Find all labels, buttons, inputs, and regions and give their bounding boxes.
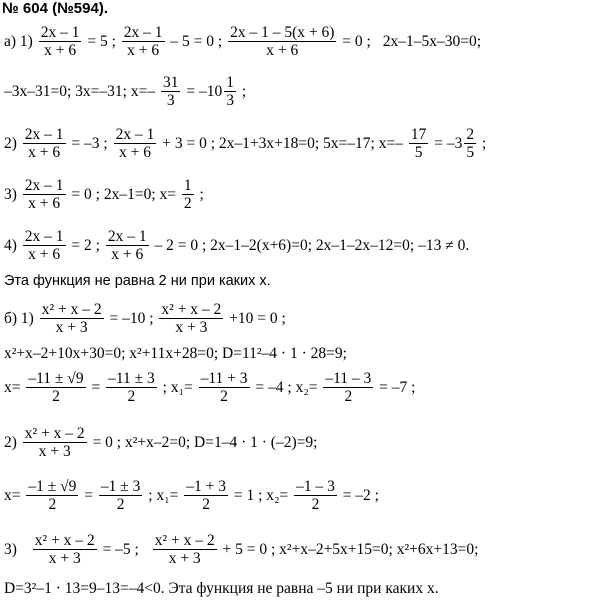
fraction: $\frac{-11 - 3}{2}$ [325, 370, 372, 405]
part-a-line-4: 4) $\frac{2x - 1}{x + 6}$ = 2 ; $\frac{2x - 1}{x + 6}$ – 2 = 0 ; 2x–1–2(x+6)=0; 2x–1–2x–12=0; –13 ≠ 0. [4, 228, 470, 263]
part-a-line-1: а) 1) $\frac{2x - 1}{x + 6}$ = 5 ; $\frac{2x - 1}{x + 6}$ – 5 = 0 ; $\frac{2x - 1 - 5(x + 6)}{x + 6}$ = 0 ; 2x–1–5x–30=0; [4, 24, 482, 59]
fraction: $\frac{2x - 1}{x + 6}$ [107, 228, 147, 263]
part-b-line-3b: D=3²–1 · 13=9–13=–4<0. Эта функция не равна –5 ни при каких x. [4, 580, 439, 597]
fraction: $\frac{-11 \pm √9}{2}$ [28, 370, 84, 405]
part-b-line-3: 3) $\frac{\text{x² + x – 2}}{x + 3}$ = –5 ; $\frac{\text{x² + x – 2}}{x + 3}$ + 5 = 0 ; x²+x–2+5x+15=0; x²+6x+13=0; [4, 532, 479, 567]
part-a-line-2: 2) $\frac{2x - 1}{x + 6}$ = –3 ; $\frac{2x - 1}{x + 6}$ + 3 = 0 ; 2x–1+3x+18=0; 5x=–17; x=– $\frac{17}{5}$ = –3 $\frac{2}{5}$ ; [4, 126, 487, 161]
part-b-line-1: б) 1) $\frac{\text{x² + x – 2}}{x + 3}$ = –10 ; $\frac{\text{x² + x – 2}}{x + 3}$ +10 = 0 ; [4, 301, 286, 336]
exercise-title: № 604 (№594). [2, 0, 108, 17]
part-b-line-1c: x= $\frac{-11 \pm √9}{2}$ = $\frac{-11 \pm 3}{2}$ ; x₁= $\frac{-11 + 3}{2}$ = –4 ; x₂= $\frac{-11 - 3}{2}$ = –7 ; [4, 370, 416, 405]
part-a-label: а) 1) [4, 32, 33, 50]
fraction: $\frac{-11 \pm 3}{2}$ [108, 370, 155, 405]
part-b-line-2: 2) $\frac{\text{x² + x – 2}}{x + 3}$ = 0 ; x²+x–2=0; D=1–4 · 1 · (–2)=9; [4, 425, 318, 460]
part-a-line-3: 3) $\frac{2x - 1}{x + 6}$ = 0 ; 2x–1=0; x= $\frac{1}{2}$ ; [4, 177, 204, 212]
fraction: $\frac{-1 \pm 3}{2}$ [100, 478, 141, 513]
fraction: $\frac{\text{x² + x – 2}}{x + 3}$ [34, 532, 95, 567]
fraction: $\frac{\text{x² + x – 2}}{x + 3}$ [161, 301, 222, 336]
fraction: $\frac{31}{3}$ [162, 74, 179, 109]
fraction: $\frac{\text{x² + x – 2}}{x + 3}$ [41, 301, 102, 336]
fraction: $\frac{\text{x² + x – 2}}{x + 3}$ [154, 532, 215, 567]
fraction: $\frac{2}{5}$ [466, 126, 475, 161]
fraction: $\frac{-1 - 3}{2}$ [296, 478, 335, 513]
part-b-line-1b: x²+x–2+10x+30=0; x²+11x+28=0; D=11²–4 · 1 · 28=9; [4, 345, 347, 362]
fraction: $\frac{2x - 1}{x + 6}$ [115, 126, 155, 161]
fraction: $\frac{2x - 1 - 5(x + 6)}{x + 6}$ [230, 24, 335, 59]
fraction: $\frac{2x - 1}{x + 6}$ [24, 126, 64, 161]
fraction: $\frac{2x - 1}{x + 6}$ [123, 24, 163, 59]
fraction: $\frac{-1 + 3}{2}$ [186, 478, 226, 513]
part-a-line-1b: –3x–31=0; 3x=–31; x=– $\frac{31}{3}$ = –10 $\frac{1}{3}$ ; [4, 74, 247, 109]
part-b-line-2b: x= $\frac{-1 \pm √9}{2}$ = $\frac{-1 \pm 3}{2}$ ; x₁= $\frac{-1 + 3}{2}$ = 1 ; x₂= $\frac{-1 - 3}{2}$ = –2 ; [4, 478, 379, 513]
fraction: $\frac{1}{3}$ [226, 74, 234, 109]
fraction: $\frac{2x - 1}{x + 6}$ [24, 228, 64, 263]
part-b-label: б) 1) [4, 309, 34, 327]
fraction: $\frac{-11 + 3}{2}$ [200, 370, 248, 405]
fraction: $\frac{1}{2}$ [183, 177, 192, 212]
fraction: $\frac{\text{x² + x – 2}}{x + 3}$ [24, 425, 85, 460]
fraction: $\frac{-1 \pm √9}{2}$ [28, 478, 77, 513]
fraction: $\frac{2x - 1}{x + 6}$ [40, 24, 80, 59]
part-a-note: Эта функция не равна 2 ни при каких x. [4, 273, 271, 289]
fraction: $\frac{17}{5}$ [410, 126, 427, 161]
fraction: $\frac{2x - 1}{x + 6}$ [24, 177, 64, 212]
